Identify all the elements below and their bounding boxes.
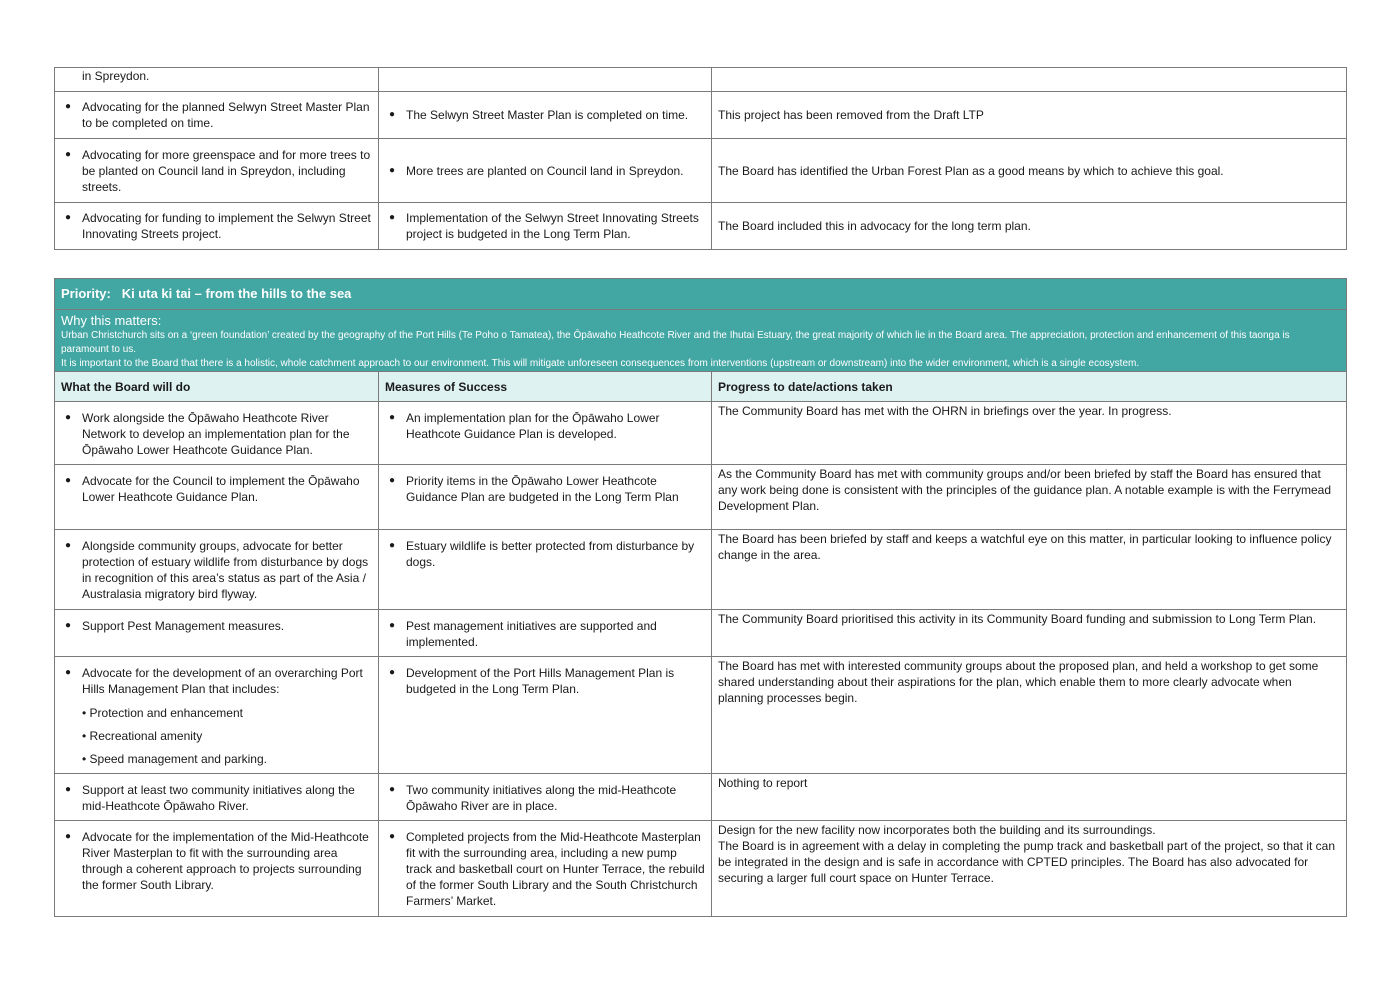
table-cell	[379, 821, 712, 917]
cell-text: Advocating for more greenspace and for more trees to be planted on Council land in Spreydon, including streets.	[82, 147, 371, 194]
table-cell	[712, 465, 1347, 530]
bullet-icon: ●	[65, 475, 72, 486]
table-cell	[55, 465, 379, 530]
bullet-icon: ●	[389, 412, 396, 423]
bullet-icon: ●	[389, 620, 396, 631]
table-cell	[55, 657, 379, 774]
bullet-icon: ●	[65, 667, 72, 678]
cell-text: The Board is in agreement with a delay in completing the pump track and basketball part of the project, so that it can be integrated in the design and is safe in accordance with CPTED principles. The Board has also advocated for securing a larger full court space on Hunter Terrace.	[718, 839, 1336, 885]
why-title: Why this matters:	[61, 313, 162, 328]
table-row	[55, 821, 1347, 917]
table-cell	[55, 774, 379, 821]
table-cell	[55, 821, 379, 917]
table-cell	[379, 774, 712, 821]
cell-text: Priority items in the Ōpāwaho Lower Heathcote Guidance Plan are budgeted in the Long Term Plan	[406, 474, 679, 504]
sub-item: • Speed management and parking.	[82, 752, 267, 766]
table-cell	[55, 402, 379, 465]
table-cell	[712, 657, 1347, 774]
table-cell	[712, 821, 1347, 917]
bullet-icon: ●	[389, 212, 396, 223]
column-header: Measures of Success	[379, 372, 712, 402]
cell-text: Estuary wildlife is better protected from disturbance by dogs.	[406, 539, 695, 569]
cell-text: Development of the Port Hills Management Plan is budgeted in the Long Term Plan.	[406, 666, 675, 696]
priority-table	[54, 278, 1347, 917]
cell-text: Alongside community groups, advocate for better protection of estuary wildlife from disturbance by dogs in recognition of this area’s status as part of the Asia / Australasia migratory bird flyway.	[82, 539, 369, 601]
table-cell	[379, 139, 712, 203]
cell-text: The Board included this in advocacy for the long term plan.	[718, 219, 1031, 233]
table-row	[55, 657, 1347, 774]
cell-text: Advocate for the development of an overarching Port Hills Management Plan that includes:	[82, 666, 363, 696]
cell-text: Nothing to report	[718, 776, 808, 790]
table-cell	[379, 68, 712, 92]
cell-text: More trees are planted on Council land in Spreydon.	[406, 163, 684, 178]
table-cell	[379, 530, 712, 610]
cell-text: The Community Board prioritised this activity in its Community Board funding and submission to Long Term Plan.	[718, 612, 1317, 626]
table-row	[55, 610, 1347, 657]
header-row	[55, 372, 1347, 402]
table-row	[55, 465, 1347, 530]
cell-text: The Board has been briefed by staff and keeps a watchful eye on this matter, in particular looking to influence policy change in the area.	[718, 532, 1332, 562]
table-row	[55, 774, 1347, 821]
why-text: It is important to the Board that there is a holistic, whole catchment approach to our environment. This will mitigate unforeseen consequences from interventions (upstream or downstream) into the wider environment, which is a single ecosystem.	[61, 358, 1140, 369]
cell-text: in Spreydon.	[82, 69, 150, 83]
table-cell	[55, 92, 379, 139]
cell-text: The Board has identified the Urban Forest Plan as a good means by which to achieve this goal.	[718, 163, 1224, 178]
table-cell	[55, 610, 379, 657]
cell-text: As the Community Board has met with community groups and/or been briefed by staff the Board has ensured that any work being done is consistent with the principles of the guidance plan. A notable example is with the Ferrymead Development Plan.	[718, 467, 1332, 513]
bullet-icon: ●	[65, 212, 72, 223]
table-cell	[379, 465, 712, 530]
why-text: Urban Christchurch sits on a ‘green foundation’ created by the geography of the Port Hills (Te Poho o Tamatea), the Ōpāwaho Heathcote River and the Ihutai Estuary, the great majority of which lie in the Board area. The appreciation, protection and enhancement of this taonga is paramount to us.	[61, 330, 1290, 355]
cell-text: Support Pest Management measures.	[82, 619, 285, 633]
cell-text: Advocating for funding to implement the Selwyn Street Innovating Streets project.	[82, 211, 371, 241]
table-row	[55, 68, 1347, 92]
bullet-icon: ●	[65, 148, 72, 160]
cell-text: The Selwyn Street Master Plan is completed on time.	[406, 108, 689, 122]
bullet-icon: ●	[65, 412, 72, 423]
priority-label: Priority:	[61, 286, 111, 301]
table-row	[55, 139, 1347, 203]
table-cell	[379, 657, 712, 774]
cell-text: The Board has met with interested community groups about the proposed plan, and held a workshop to get some shared understanding about their aspirations for the plan, which enable them to more clearly advocate when planning processes begin.	[718, 659, 1319, 705]
priority-heading	[55, 279, 1347, 310]
table-cell	[712, 139, 1347, 203]
table-cell	[712, 203, 1347, 250]
bullet-icon: ●	[389, 475, 396, 486]
table-row	[55, 402, 1347, 465]
table-cell	[379, 92, 712, 139]
bullet-icon: ●	[65, 831, 72, 842]
table-cell	[712, 774, 1347, 821]
bullet-icon: ●	[389, 109, 396, 120]
column-header: Progress to date/actions taken	[712, 372, 1347, 402]
table-cell	[55, 139, 379, 203]
continued-table	[54, 67, 1347, 250]
cell-text: Two community initiatives along the mid-Heathcote Ōpāwaho River are in place.	[406, 783, 677, 813]
cell-text: An implementation plan for the Ōpāwaho Lower Heathcote Guidance Plan is developed.	[406, 411, 660, 441]
table-row	[55, 530, 1347, 610]
sub-item: • Protection and enhancement	[82, 706, 243, 720]
cell-text: Advocate for the implementation of the Mid-Heathcote River Masterplan to fit with the surrounding area through a coherent approach to projects surrounding the former South Library.	[82, 830, 369, 892]
column-header: What the Board will do	[55, 372, 379, 402]
cell-text: Advocate for the Council to implement the Ōpāwaho Lower Heathcote Guidance Plan.	[82, 474, 360, 504]
cell-text: The Community Board has met with the OHRN in briefings over the year. In progress.	[718, 404, 1172, 418]
why-this-matters	[55, 310, 1347, 372]
bullet-icon: ●	[65, 620, 72, 631]
bullet-icon: ●	[65, 784, 72, 795]
cell-text: Advocating for the planned Selwyn Street Master Plan to be completed on time.	[82, 100, 370, 130]
table-cell	[712, 610, 1347, 657]
cell-text: Work alongside the Ōpāwaho Heathcote River Network to develop an implementation plan for the Ōpāwaho Lower Heathcote Guidance Plan.	[82, 411, 350, 457]
priority-title: Ki uta ki tai – from the hills to the sea	[121, 286, 352, 301]
table-cell	[712, 92, 1347, 139]
table-cell	[712, 530, 1347, 610]
cell-text: Implementation of the Selwyn Street Innovating Streets project is budgeted in the Long Term Plan.	[406, 211, 699, 241]
cell-text: Design for the new facility now incorporates both the building and its surroundings.	[718, 823, 1156, 837]
table-cell	[379, 402, 712, 465]
cell-text: Support at least two community initiatives along the mid-Heathcote Ōpāwaho River.	[82, 783, 355, 813]
bullet-icon: ●	[389, 667, 396, 678]
bullet-icon: ●	[389, 164, 396, 176]
table-cell	[712, 402, 1347, 465]
cell-text: Pest management initiatives are supported and implemented.	[406, 619, 657, 649]
table-row	[55, 203, 1347, 250]
table-cell	[379, 203, 712, 250]
table-cell	[712, 68, 1347, 92]
table-cell	[55, 203, 379, 250]
cell-text: This project has been removed from the Draft LTP	[718, 108, 984, 122]
table-cell	[55, 530, 379, 610]
table-cell	[55, 68, 379, 92]
sub-item: • Recreational amenity	[82, 729, 203, 743]
bullet-icon: ●	[389, 831, 396, 842]
table-cell	[379, 610, 712, 657]
bullet-icon: ●	[389, 784, 396, 795]
priority-heading-row	[55, 279, 1347, 310]
bullet-icon: ●	[65, 540, 72, 551]
table-row	[55, 92, 1347, 139]
why-row	[55, 310, 1347, 372]
cell-text: Completed projects from the Mid-Heathcote Masterplan fit with the surrounding area, including a new pump track and basketball court on Hunter Terrace, the rebuild of the former South Library and the South Christchurch Farmers’ Market.	[406, 830, 705, 908]
bullet-icon: ●	[65, 101, 72, 112]
bullet-icon: ●	[389, 540, 396, 551]
